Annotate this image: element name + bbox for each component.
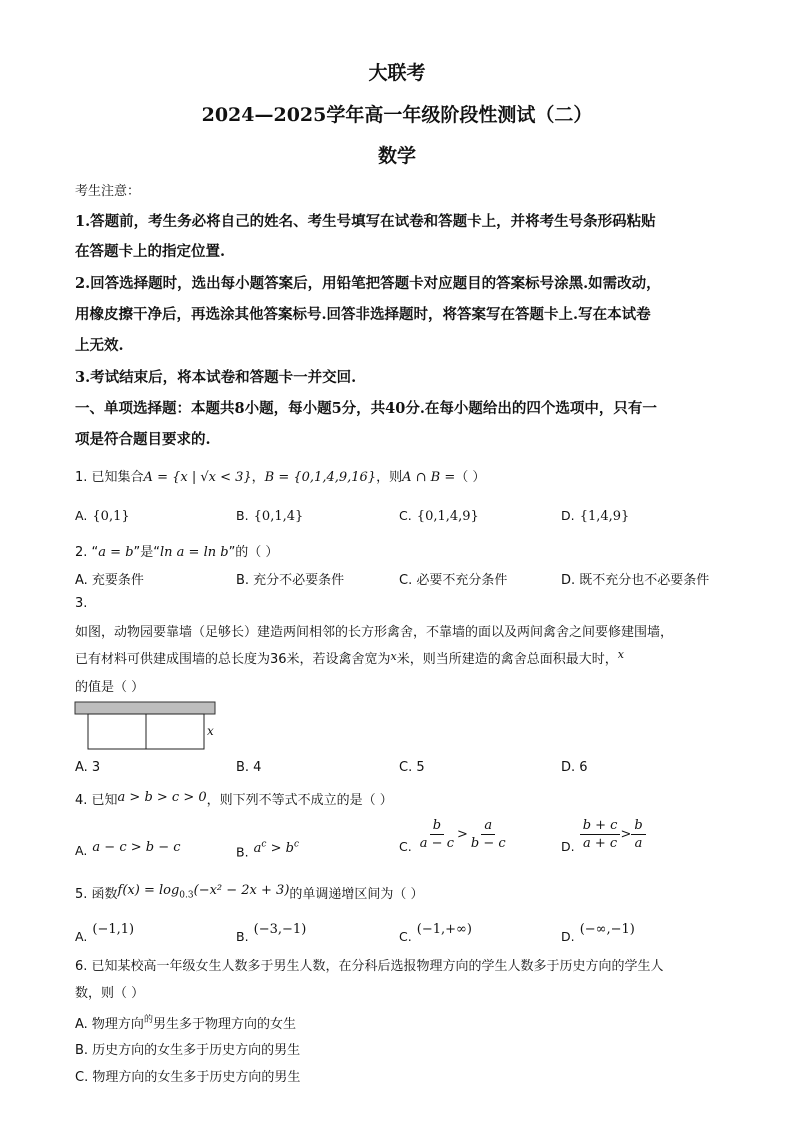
- note-2a: 2.回答选择题时，选出每小题答案后，用铅笔把答题卡对应题目的答案标号涂黑.如需改动，: [75, 275, 661, 292]
- function-expr: $f(x) = \log_{0.3}(-x^2 - 2x + 3)$: [117, 883, 290, 901]
- set-b-expr: B = {0,1,4,9,16}: [264, 470, 377, 485]
- section-heading-line1: 一、单项选择题：本题共8小题，每小题5分，共40分.在每小题给出的四个选项中，只有一: [75, 400, 657, 417]
- question-2-stem: 2. “a = b”是“ln a = ln b”的（ ）: [75, 545, 279, 560]
- q5-option-b[interactable]: $_{B.}$ $^{(-3,-1)}$: [236, 922, 307, 944]
- question-3-line1: 如图，动物园要靠墙（足够长）建造两间相邻的长方形禽舍，不靠墙的面以及两间禽舍之间要修建围墙，: [75, 625, 674, 640]
- note-2c: 上无效.: [75, 337, 124, 354]
- q4-option-b[interactable]: B. $^{a^c > b^c}$: [236, 840, 300, 860]
- q2-option-c[interactable]: C. 必要不充分条件: [399, 573, 508, 588]
- question-3-number: 3.: [75, 596, 88, 611]
- q6-option-b[interactable]: B. 历史方向的女生多于历史方向的男生: [75, 1043, 301, 1058]
- question-4-stem: 4. 已知a > b > c > 0，则下列不等式不成立的是（ ）: [75, 790, 393, 808]
- note-2b: 用橡皮擦干净后，再选涂其他答案标号.回答非选择题时，将答案写在答题卡上.写在本试卷: [75, 306, 651, 323]
- fraction: $\frac{b + c}{a + c}$: [580, 818, 621, 851]
- q5-option-a[interactable]: $_{A.}$ $^{(-1,1)}$: [75, 922, 135, 944]
- question-6-line1: 6. 已知某校高一年级女生人数多于男生人数，在分科后选报物理方向的学生人数多于历史方向的学生人: [75, 959, 664, 974]
- q1-option-a[interactable]: A. {0,1}: [75, 508, 130, 524]
- q2-option-a[interactable]: A. 充要条件: [75, 573, 144, 588]
- wall-bar: [75, 702, 215, 714]
- q3-option-d[interactable]: D. 6: [561, 760, 588, 775]
- exam-title: 2024—2025学年高一年级阶段性测试（二）: [201, 104, 593, 126]
- q3-option-b[interactable]: B. 4: [236, 760, 262, 775]
- set-a-expr: A = {x | √x < 3}: [143, 470, 252, 485]
- q1-option-b[interactable]: B. {0,1,4}: [236, 508, 304, 524]
- pen-diagram-figure: [74, 700, 224, 754]
- q5-option-c[interactable]: $_{C.}$ $^{(-1,+\infty)}$: [399, 922, 472, 944]
- q4-option-d[interactable]: $_{D.}$ $\frac{b + c}{a + c}$ > $\frac{b}{a}$: [561, 818, 646, 854]
- q6-option-c[interactable]: C. 物理方向的女生多于历史方向的男生: [75, 1070, 301, 1085]
- q2-option-b[interactable]: B. 充分不必要条件: [236, 573, 345, 588]
- note-3: 3.考试结束后，将本试卷和答题卡一并交回.: [75, 369, 357, 386]
- question-6-line2: 数，则（ ）: [75, 986, 145, 1001]
- q1-option-d[interactable]: D. {1,4,9}: [561, 508, 630, 524]
- note-1b: 在答题卡上的指定位置.: [75, 243, 226, 260]
- q6-option-a[interactable]: A. 物理方向$^的$男生多于物理方向的女生: [75, 1015, 296, 1032]
- notes-heading: 考生注意：: [75, 184, 141, 199]
- q4-option-a[interactable]: A. $^{a - c > b - c}$: [75, 840, 181, 858]
- q4-option-c[interactable]: $_{C.}$ $\frac{b}{a - c}$ > $\frac{a}{b - c}$: [399, 818, 509, 854]
- fraction: $\frac{a}{b - c}$: [470, 818, 506, 851]
- width-label-x: x: [207, 724, 214, 738]
- intersection-expr: A ∩ B =: [402, 470, 456, 485]
- fraction: $\frac{b}{a}$: [631, 818, 645, 851]
- fraction: $\frac{b}{a - c}$: [419, 818, 454, 851]
- q3-option-c[interactable]: C. 5: [399, 760, 425, 775]
- question-1-stem: 1. 已知集合A = {x | √x < 3}，B = {0,1,4,9,16}，则A ∩ B =（ ）: [75, 470, 486, 485]
- section-heading-line2: 项是符合题目要求的.: [75, 431, 211, 448]
- note-1a: 1.答题前，考生务必将自己的姓名、考生号填写在试卷和答题卡上，并将考生号条形码粘贴: [75, 213, 656, 230]
- exam-org-title: 大联考: [368, 62, 426, 84]
- question-5-stem: 5. 函数$f(x) = \log_{0.3}(-x^2 - 2x + 3)$的单调递增区间为（ ）: [75, 883, 424, 902]
- q1-option-c[interactable]: C. {0,1,4,9}: [399, 508, 479, 524]
- question-3-line3: 的值是（ ）: [75, 680, 145, 695]
- question-3-line2: 已有材料可供建成围墙的总长度为36米，若设禽舍宽为$^x$米，则当所建造的禽舍总面积最大时，$^x$: [75, 648, 624, 667]
- q5-option-d[interactable]: $_{D.}$ $^{(-\infty,-1)}$: [561, 922, 635, 944]
- q2-option-d[interactable]: D. 既不充分也不必要条件: [561, 573, 710, 588]
- q3-option-a[interactable]: A. 3: [75, 760, 101, 775]
- subject-title: 数学: [377, 145, 416, 167]
